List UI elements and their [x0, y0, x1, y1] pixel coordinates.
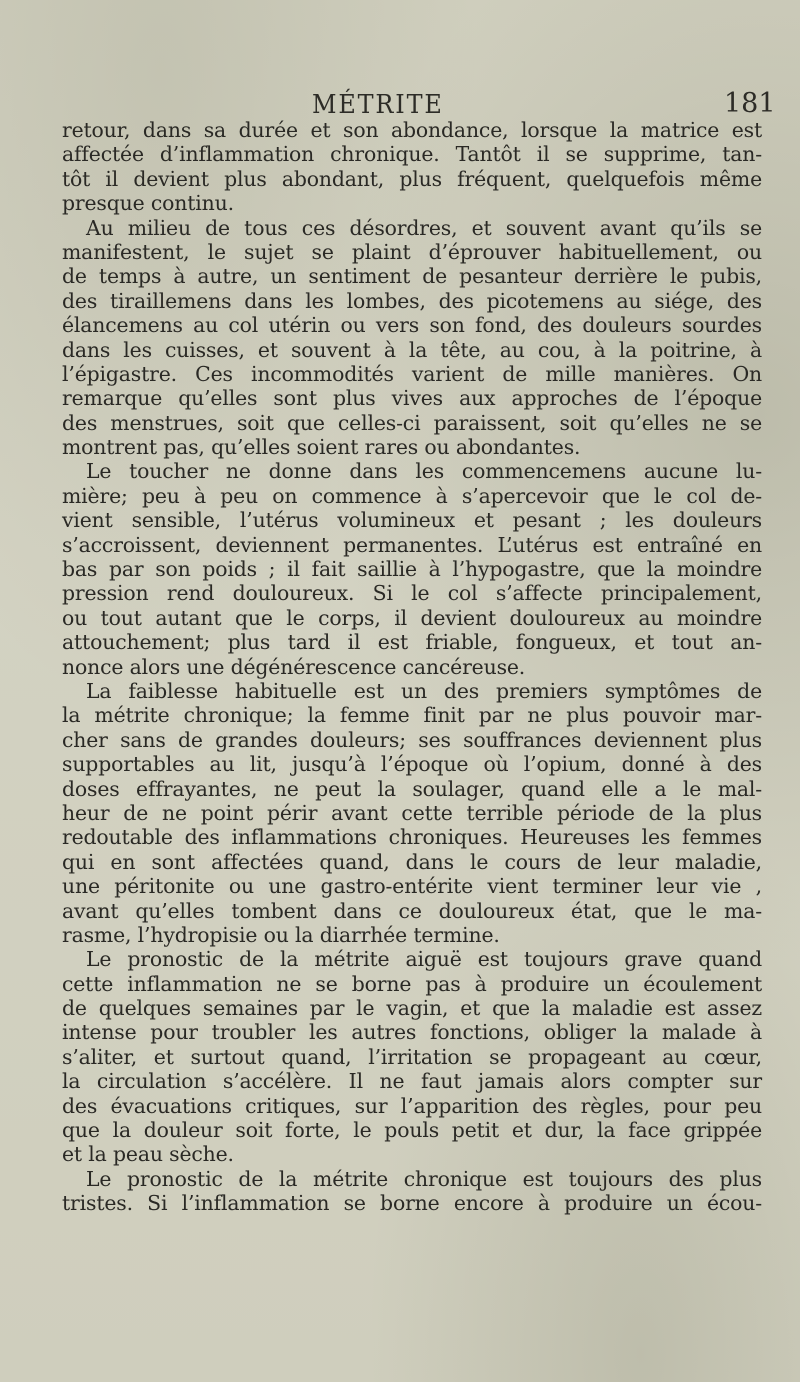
text-line: Le toucher ne donne dans les commencemens aucune lu-: [86, 459, 762, 484]
text-line: cette inflammation ne se borne pas à produire un écoulement: [62, 971, 762, 996]
running-title: MÉTRITE: [312, 90, 444, 120]
text-line: retour, dans sa durée et son abondance, lorsque la matrice est: [62, 118, 762, 142]
text-line: ou tout autant que le corps, il devient douloureux au moindre: [62, 605, 762, 630]
text-line: cher sans de grandes douleurs; ses souffrances deviennent plus: [62, 727, 762, 752]
text-line: Le pronostic de la métrite chronique est toujours des plus: [86, 1166, 762, 1191]
text-line: tôt il devient plus abondant, plus fréquent, quelquefois même: [62, 166, 762, 191]
text-line: la circulation s’accélère. Il ne faut jamais alors compter sur: [62, 1069, 762, 1094]
text-line: qui en sont affectées quand, dans le cours de leur maladie,: [62, 849, 762, 874]
text-line: rasme, l’hydropisie ou la diarrhée termine.: [62, 922, 500, 947]
text-line: la métrite chronique; la femme finit par ne plus pouvoir mar-: [62, 703, 762, 728]
text-line: tristes. Si l’inflammation se borne encore à produire un écou-: [62, 1191, 762, 1216]
text-line: pression rend douloureux. Si le col s’affecte principalement,: [62, 581, 762, 606]
text-line: et la peau sèche.: [62, 1142, 234, 1167]
text-line: montrent pas, qu’elles soient rares ou abondantes.: [62, 435, 581, 460]
text-line: heur de ne point périr avant cette terrible période de la plus: [62, 800, 762, 825]
body-text: [62, 118, 762, 1216]
text-line: mière; peu à peu on commence à s’apercevoir que le col de-: [62, 483, 762, 508]
text-line: nonce alors une dégénérescence cancéreuse.: [62, 654, 526, 679]
page-number: 181: [724, 88, 776, 119]
text-line: dans les cuisses, et souvent à la tête, au cou, à la poitrine, à: [62, 337, 762, 362]
text-line: affectée d’inflammation chronique. Tantôt il se supprime, tan-: [62, 142, 762, 167]
text-line: bas par son poids ; il fait saillie à l’hypogastre, que la moindre: [62, 557, 762, 582]
text-line: Au milieu de tous ces désordres, et souvent avant qu’ils se: [86, 215, 762, 240]
text-line: La faiblesse habituelle est un des premiers symptômes de: [86, 678, 762, 703]
text-line: des tiraillemens dans les lombes, des picotemens au siége, des: [62, 288, 762, 313]
text-line: presque continu.: [62, 191, 234, 216]
text-line: des évacuations critiques, sur l’apparition des règles, pour peu: [62, 1093, 762, 1118]
text-line: de quelques semaines par le vagin, et que la maladie est assez: [62, 996, 762, 1021]
text-line: redoutable des inflammations chroniques. Heureuses les femmes: [62, 825, 762, 850]
text-line: manifestent, le sujet se plaint d’éprouver habituellement, ou: [62, 239, 762, 264]
text-line: doses effrayantes, ne peut la soulager, quand elle a le mal-: [62, 776, 762, 801]
text-line: élancemens au col utérin ou vers son fond, des douleurs sourdes: [62, 313, 762, 338]
text-line: intense pour troubler les autres fonctions, obliger la malade à: [62, 1020, 762, 1045]
text-line: des menstrues, soit que celles-ci paraissent, soit qu’elles ne se: [62, 410, 762, 435]
text-line: que la douleur soit forte, le pouls petit et dur, la face grippée: [62, 1118, 762, 1143]
text-line: l’épigastre. Ces incommodités varient de mille manières. On: [62, 361, 762, 386]
text-line: vient sensible, l’utérus volumineux et pesant ; les douleurs: [62, 508, 762, 533]
text-line: Le pronostic de la métrite aiguë est toujours grave quand: [86, 947, 762, 972]
text-line: attouchement; plus tard il est friable, fongueux, et tout an-: [62, 630, 762, 655]
text-line: remarque qu’elles sont plus vives aux approches de l’époque: [62, 386, 762, 411]
text-line: une péritonite ou une gastro-entérite vient terminer leur vie ,: [62, 874, 762, 899]
text-line: de temps à autre, un sentiment de pesanteur derrière le pubis,: [62, 264, 762, 289]
text-line: s’accroissent, deviennent permanentes. L’utérus est entraîné en: [62, 532, 762, 557]
text-line: supportables au lit, jusqu’à l’époque où l’opium, donné à des: [62, 752, 762, 777]
text-line: s’aliter, et surtout quand, l’irritation se propageant au cœur,: [62, 1044, 762, 1069]
text-line: avant qu’elles tombent dans ce douloureux état, que le ma-: [62, 898, 762, 923]
